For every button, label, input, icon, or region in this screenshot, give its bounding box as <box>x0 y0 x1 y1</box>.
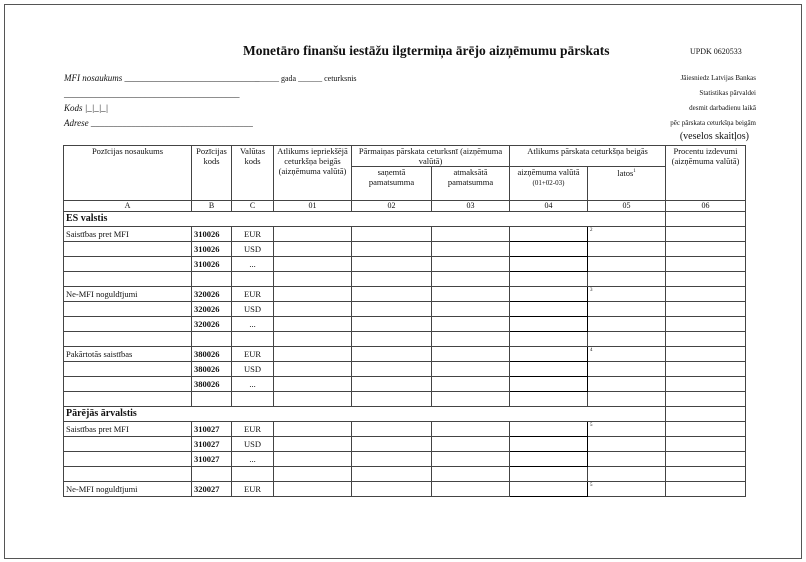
end-fx-input[interactable] <box>510 452 588 467</box>
report-table <box>63 145 746 497</box>
repaid-input[interactable] <box>432 482 510 497</box>
empty-cell <box>432 392 510 407</box>
prev-balance-input[interactable] <box>274 437 352 452</box>
form-code: UPDK 0620533 <box>690 47 742 56</box>
empty-cell <box>232 392 274 407</box>
header-end-lats <box>588 167 666 201</box>
footnote-mark: 2 <box>590 228 593 233</box>
repaid-input[interactable] <box>432 242 510 257</box>
end-fx-input[interactable] <box>510 317 588 332</box>
empty-cell <box>64 272 192 287</box>
section-row <box>64 407 746 422</box>
position-code: 380026 <box>192 377 232 392</box>
header-end-formula: (01+02-03) <box>532 179 565 187</box>
currency-code: USD <box>232 362 274 377</box>
submit-line-3: desmit darbadienu laikā <box>689 104 756 112</box>
empty-cell <box>510 272 588 287</box>
column-letter: 01 <box>274 201 352 212</box>
repaid-input[interactable] <box>432 437 510 452</box>
empty-cell <box>192 272 232 287</box>
table-row <box>64 257 746 272</box>
empty-cell <box>64 392 192 407</box>
empty-cell <box>192 392 232 407</box>
position-code: 380026 <box>192 362 232 377</box>
empty-cell <box>274 467 352 482</box>
position-name: Ne-MFI noguldījumi <box>64 482 192 497</box>
interest-input[interactable] <box>666 287 746 302</box>
position-name-empty <box>64 242 192 257</box>
column-letter: 02 <box>352 201 432 212</box>
currency-code: ... <box>232 377 274 392</box>
interest-input[interactable] <box>666 437 746 452</box>
empty-cell <box>510 332 588 347</box>
end-fx-input[interactable] <box>510 347 588 362</box>
position-code: 320026 <box>192 317 232 332</box>
header-name: Pozīcijas nosaukums <box>64 146 192 201</box>
prev-balance-input[interactable] <box>274 422 352 437</box>
currency-code: ... <box>232 257 274 272</box>
table-row <box>64 482 746 497</box>
end-lats-input[interactable] <box>588 287 666 302</box>
received-input[interactable] <box>352 242 432 257</box>
submit-line-2: Statistikas pārvaldei <box>699 89 756 97</box>
currency-code: ... <box>232 452 274 467</box>
interest-input[interactable] <box>666 482 746 497</box>
currency-code: USD <box>232 242 274 257</box>
currency-code: USD <box>232 302 274 317</box>
end-fx-input[interactable] <box>510 302 588 317</box>
interest-input[interactable] <box>666 227 746 242</box>
currency-code: EUR <box>232 227 274 242</box>
position-code: 310027 <box>192 437 232 452</box>
header-interest: Procentu izdevumi (aizņēmuma valūtā) <box>666 146 746 201</box>
table-row <box>64 347 746 362</box>
end-fx-input[interactable] <box>510 377 588 392</box>
received-input[interactable] <box>352 482 432 497</box>
footnote-mark: 4 <box>590 348 593 353</box>
repaid-input[interactable] <box>432 317 510 332</box>
repaid-input[interactable] <box>432 362 510 377</box>
header-received: saņemtā pamatsumma <box>352 167 432 201</box>
table-row <box>64 377 746 392</box>
repaid-input[interactable] <box>432 377 510 392</box>
column-letter: C <box>232 201 274 212</box>
table-row <box>64 452 746 467</box>
empty-cell <box>510 392 588 407</box>
interest-input[interactable] <box>666 362 746 377</box>
column-letter: 04 <box>510 201 588 212</box>
currency-code: EUR <box>232 287 274 302</box>
empty-cell <box>510 467 588 482</box>
received-input[interactable] <box>352 347 432 362</box>
end-lats-input[interactable] <box>588 377 666 392</box>
position-name: Pakārtotās saistības <box>64 347 192 362</box>
prev-balance-input[interactable] <box>274 317 352 332</box>
form-title: Monetāro finanšu iestāžu ilgtermiņa ārējo aizņēmumu pārskats <box>243 43 610 58</box>
end-fx-input[interactable] <box>510 242 588 257</box>
empty-cell <box>432 272 510 287</box>
spacer-row <box>64 332 746 347</box>
position-code: 380026 <box>192 347 232 362</box>
empty-cell <box>192 332 232 347</box>
end-lats-input[interactable] <box>588 227 666 242</box>
interest-input[interactable] <box>666 422 746 437</box>
repaid-input[interactable] <box>432 227 510 242</box>
empty-cell <box>352 467 432 482</box>
prev-balance-input[interactable] <box>274 482 352 497</box>
end-fx-input[interactable] <box>510 482 588 497</box>
repaid-input[interactable] <box>432 257 510 272</box>
end-lats-input[interactable] <box>588 317 666 332</box>
interest-cell[interactable] <box>666 212 746 227</box>
prev-balance-input[interactable] <box>274 362 352 377</box>
end-lats-input[interactable] <box>588 422 666 437</box>
table-row <box>64 317 746 332</box>
empty-cell <box>666 392 746 407</box>
empty-cell <box>432 332 510 347</box>
received-input[interactable] <box>352 377 432 392</box>
interest-input[interactable] <box>666 302 746 317</box>
received-input[interactable] <box>352 437 432 452</box>
empty-cell <box>432 467 510 482</box>
position-name-empty <box>64 362 192 377</box>
currency-code: USD <box>232 437 274 452</box>
section-title: Pārējās ārvalstis <box>64 407 666 422</box>
submit-line-4: pēc pārskata ceturkšņa beigām <box>670 119 756 127</box>
empty-cell <box>352 332 432 347</box>
adrese-field[interactable]: Adrese ____________________________________ <box>64 118 253 128</box>
received-input[interactable] <box>352 362 432 377</box>
table-row <box>64 422 746 437</box>
column-letter: A <box>64 201 192 212</box>
header-end-fx <box>510 167 588 201</box>
empty-cell <box>666 332 746 347</box>
spacer-row <box>64 392 746 407</box>
end-lats-input[interactable] <box>588 362 666 377</box>
end-fx-input[interactable] <box>510 422 588 437</box>
currency-code: EUR <box>232 347 274 362</box>
table-row <box>64 362 746 377</box>
prev-balance-input[interactable] <box>274 377 352 392</box>
empty-cell <box>588 272 666 287</box>
interest-input[interactable] <box>666 347 746 362</box>
repaid-input[interactable] <box>432 287 510 302</box>
footnote-mark: 3 <box>590 288 593 293</box>
received-input[interactable] <box>352 287 432 302</box>
currency-code: EUR <box>232 422 274 437</box>
units-note: (veselos skaitļos) <box>679 131 749 142</box>
empty-cell <box>352 272 432 287</box>
empty-cell <box>666 272 746 287</box>
period-field[interactable]: ______ gada ______ ceturksnis <box>255 74 357 83</box>
header-end-balance: Atlikums pārskata ceturkšņa beigās <box>510 146 666 167</box>
end-fx-input[interactable] <box>510 362 588 377</box>
header-currency: Valūtas kods <box>232 146 274 201</box>
prev-balance-input[interactable] <box>274 227 352 242</box>
footnote-mark: 5 <box>590 483 593 488</box>
prev-balance-input[interactable] <box>274 452 352 467</box>
interest-input[interactable] <box>666 377 746 392</box>
currency-code: ... <box>232 317 274 332</box>
submit-line-1: Jāiesniedz Latvijas Bankas <box>680 74 756 82</box>
received-input[interactable] <box>352 422 432 437</box>
empty-cell <box>274 332 352 347</box>
received-input[interactable] <box>352 257 432 272</box>
position-code: 310026 <box>192 227 232 242</box>
position-name-empty <box>64 302 192 317</box>
interest-cell[interactable] <box>666 407 746 422</box>
end-fx-input[interactable] <box>510 287 588 302</box>
position-code: 310027 <box>192 422 232 437</box>
empty-cell <box>192 467 232 482</box>
repaid-input[interactable] <box>432 422 510 437</box>
position-name-empty <box>64 452 192 467</box>
header-repaid: atmaksātā pamatsumma <box>432 167 510 201</box>
empty-cell <box>274 392 352 407</box>
interest-input[interactable] <box>666 452 746 467</box>
received-input[interactable] <box>352 452 432 467</box>
end-lats-input[interactable] <box>588 452 666 467</box>
section-row <box>64 212 746 227</box>
empty-cell <box>232 467 274 482</box>
table-row <box>64 437 746 452</box>
table-row <box>64 302 746 317</box>
end-fx-input[interactable] <box>510 227 588 242</box>
position-name-empty <box>64 257 192 272</box>
spacer-row <box>64 272 746 287</box>
kods-field[interactable]: Kods |_|_|_| <box>64 103 109 113</box>
header-end-fx-label: aizņēmuma valūtā <box>517 167 580 177</box>
column-letter: 05 <box>588 201 666 212</box>
header-end-lats-label: latos <box>617 167 634 178</box>
empty-cell <box>588 332 666 347</box>
header-changes: Pārmaiņas pārskata ceturksnī (aizņēmuma valūtā) <box>352 146 510 167</box>
end-lats-input[interactable] <box>588 482 666 497</box>
header-code: Pozīcijas kods <box>192 146 232 201</box>
end-lats-input[interactable] <box>588 302 666 317</box>
mfi-name-line2[interactable]: _______________________________________ <box>64 89 240 99</box>
empty-cell <box>64 467 192 482</box>
empty-cell <box>64 332 192 347</box>
table-row <box>64 242 746 257</box>
repaid-input[interactable] <box>432 347 510 362</box>
position-code: 320027 <box>192 482 232 497</box>
prev-balance-input[interactable] <box>274 257 352 272</box>
end-fx-input[interactable] <box>510 437 588 452</box>
end-fx-input[interactable] <box>510 257 588 272</box>
empty-cell <box>232 272 274 287</box>
empty-cell <box>588 392 666 407</box>
column-letter: 06 <box>666 201 746 212</box>
footnote-mark: 5 <box>590 423 593 428</box>
header-end-lats-note: 1 <box>633 169 636 174</box>
received-input[interactable] <box>352 227 432 242</box>
position-name-empty <box>64 437 192 452</box>
table-row <box>64 287 746 302</box>
prev-balance-input[interactable] <box>274 242 352 257</box>
repaid-input[interactable] <box>432 452 510 467</box>
column-letter: B <box>192 201 232 212</box>
position-code: 310026 <box>192 257 232 272</box>
end-lats-input[interactable] <box>588 347 666 362</box>
position-name-empty <box>64 377 192 392</box>
table-row <box>64 227 746 242</box>
position-code: 320026 <box>192 302 232 317</box>
empty-cell <box>274 272 352 287</box>
position-code: 310027 <box>192 452 232 467</box>
position-name-empty <box>64 317 192 332</box>
position-code: 310026 <box>192 242 232 257</box>
received-input[interactable] <box>352 302 432 317</box>
prev-balance-input[interactable] <box>274 302 352 317</box>
mfi-name-field[interactable]: MFI nosaukums ______________________________ <box>64 73 260 83</box>
end-lats-input[interactable] <box>588 437 666 452</box>
position-name: Saistības pret MFI <box>64 227 192 242</box>
end-lats-input[interactable] <box>588 257 666 272</box>
empty-cell <box>588 467 666 482</box>
spacer-row <box>64 467 746 482</box>
column-letter: 03 <box>432 201 510 212</box>
currency-code: EUR <box>232 482 274 497</box>
empty-cell <box>666 467 746 482</box>
repaid-input[interactable] <box>432 302 510 317</box>
prev-balance-input[interactable] <box>274 287 352 302</box>
received-input[interactable] <box>352 317 432 332</box>
interest-input[interactable] <box>666 242 746 257</box>
header-prev-balance: Atlikums iepriekšējā ceturkšņa beigās (aizņēmuma valūtā) <box>274 146 352 201</box>
position-name: Ne-MFI noguldījumi <box>64 287 192 302</box>
end-lats-input[interactable] <box>588 242 666 257</box>
interest-input[interactable] <box>666 317 746 332</box>
empty-cell <box>232 332 274 347</box>
empty-cell <box>352 392 432 407</box>
prev-balance-input[interactable] <box>274 347 352 362</box>
section-title: ES valstis <box>64 212 666 227</box>
position-code: 320026 <box>192 287 232 302</box>
interest-input[interactable] <box>666 257 746 272</box>
position-name: Saistības pret MFI <box>64 422 192 437</box>
